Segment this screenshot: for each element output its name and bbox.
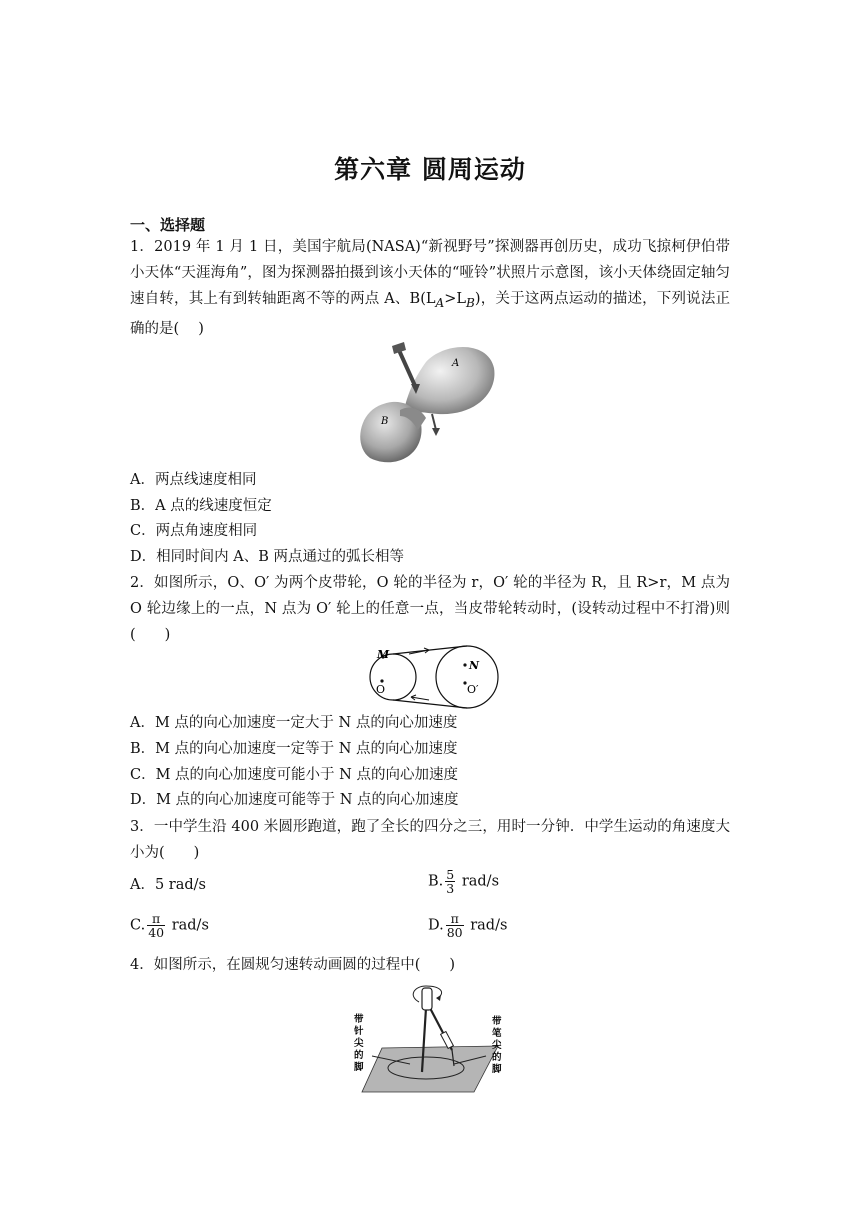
question-2-option-b: B．M 点的向心加速度一定等于 N 点的向心加速度 [130, 741, 458, 757]
question-2-option-c: C．M 点的向心加速度可能小于 N 点的向心加速度 [130, 767, 458, 783]
figure-label-o-prime: O′ [467, 683, 479, 696]
question-1-option-b: B．A 点的线速度恒定 [130, 498, 272, 514]
question-3-text: 3．一中学生沿 400 米圆形跑道，跑了全长的四分之三，用时一分钟．中学生运动的角速度大小为( ) [130, 819, 730, 861]
belt-pulley-figure [363, 644, 509, 710]
figure-label-n: N [469, 659, 480, 672]
compass-drawing-figure [348, 980, 514, 1096]
question-3-option-b: B. $\frac{5}{3}$ rad/s [428, 867, 500, 896]
label-needle-foot: 带 针 尖 的 脚 [354, 1014, 364, 1073]
question-1-option-c: C．两点角速度相同 [130, 523, 258, 539]
question-2-option-a: A．M 点的向心加速度一定大于 N 点的向心加速度 [130, 715, 458, 731]
question-3-option-a: A．5 rad/s [130, 877, 206, 893]
figure-label-a: A [452, 358, 460, 369]
section-heading: 一、选择题 [130, 216, 206, 234]
question-3-option-c: C. $\frac{\pi}{40}$ rad/s [130, 911, 209, 940]
question-2-option-d: D．M 点的向心加速度可能等于 N 点的向心加速度 [130, 792, 459, 808]
question-4-text: 4．如图所示，在圆规匀速转动画圆的过程中( ) [130, 957, 456, 973]
figure-label-b: B [381, 416, 389, 427]
question-3-option-d: D. $\frac{\pi}{80}$ rad/s [428, 911, 508, 940]
figure-label-m: M [377, 648, 390, 661]
page-title: 第六章 圆周运动 [334, 155, 526, 184]
question-1-option-d: D．相同时间内 A、B 两点通过的弧长相等 [130, 549, 404, 565]
figure-label-o: O [376, 683, 386, 696]
question-1-text: 1．2019 年 1 月 1 日，美国宇航局(NASA)“新视野号”探测器再创历史，成功飞掠柯伊伯带小天体“天涯海角”，图为探测器拍摄到该小天体的“哑铃”状照片示意图，该小天体绕固定轴匀速自转，其上有到转轴距离不等的两点 A、$B(L_A>L_B)$，关于这两点运动的描述，下列说法正确的是( ) [130, 239, 730, 337]
dumbbell-asteroid-figure [356, 340, 498, 466]
label-pen-foot: 带 笔 尖 的 脚 [492, 1016, 502, 1075]
question-2-text: 2．如图所示，O、O′ 为两个皮带轮，O 轮的半径为 r，O′ 轮的半径为 R，且 R>r，M 点为 O 轮边缘上的一点，N 点为 O′ 轮上的任意一点，当皮带轮转动时，(设转动过程中不打滑)则( ) [130, 575, 730, 643]
question-1-option-a: A．两点线速度相同 [130, 472, 257, 488]
